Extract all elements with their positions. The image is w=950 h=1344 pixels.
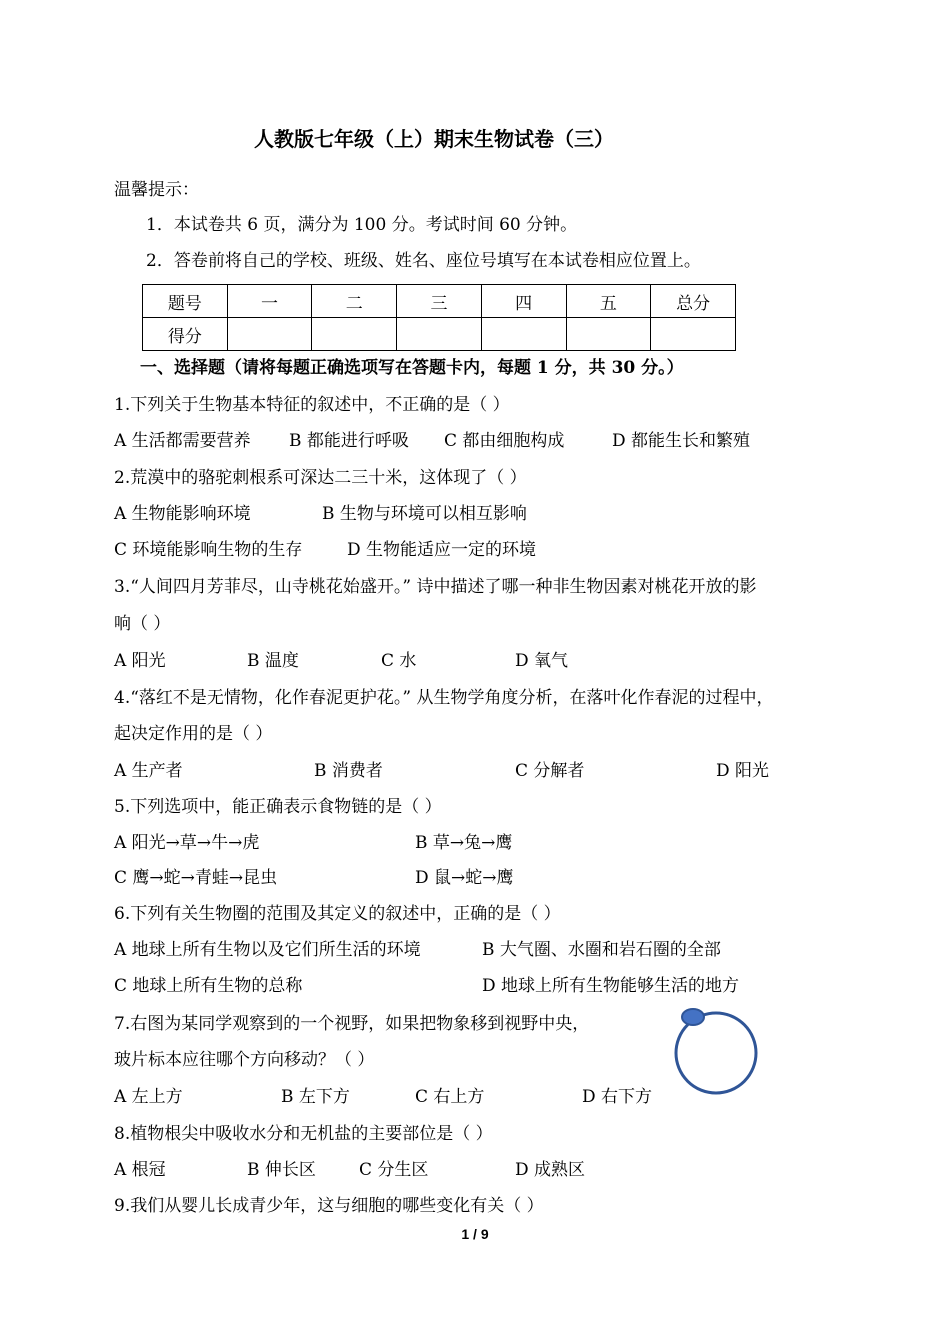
option: C 右上方 bbox=[415, 1087, 485, 1107]
score-table-score-row bbox=[143, 318, 736, 351]
option: C 水 bbox=[381, 651, 417, 671]
question-stem: 9.我们从婴儿长成青少年，这与细胞的哪些变化有关（ ） bbox=[114, 1196, 544, 1216]
option: A 根冠 bbox=[114, 1160, 166, 1180]
score-blank-cell bbox=[227, 318, 312, 351]
option: C 分解者 bbox=[515, 761, 585, 781]
option: A 左上方 bbox=[114, 1087, 183, 1107]
score-header-cell: 二 bbox=[312, 285, 397, 318]
question-stem-cont: 响（ ） bbox=[114, 614, 171, 634]
question-stem: 2.荒漠中的骆驼刺根系可深达二三十米，这体现了（ ） bbox=[114, 468, 527, 488]
option: D 阳光 bbox=[716, 761, 770, 781]
score-table-header-row bbox=[143, 285, 736, 318]
question-stem: 3.“人间四月芳菲尽，山寺桃花始盛开。” 诗中描述了哪一种非生物因素对桃花开放的影 bbox=[114, 577, 757, 597]
option: C 都由细胞构成 bbox=[444, 431, 565, 451]
option: B 大气圈、水圈和岩石圈的全部 bbox=[482, 940, 721, 960]
option: D 都能生长和繁殖 bbox=[612, 431, 751, 451]
score-header-cell: 四 bbox=[481, 285, 566, 318]
page-title: 人教版七年级（上）期末生物试卷（三） bbox=[254, 127, 614, 151]
microscope-field-figure bbox=[670, 1005, 762, 1097]
section-heading: 一、选择题（请将每题正确选项写在答题卡内，每题 1 分，共 30 分。） bbox=[140, 358, 684, 378]
option: A 地球上所有生物以及它们所生活的环境 bbox=[114, 940, 421, 960]
option: B 温度 bbox=[247, 651, 299, 671]
option: D 右下方 bbox=[582, 1087, 653, 1107]
tip-1: 1．本试卷共 6 页，满分为 100 分。考试时间 60 分钟。 bbox=[146, 215, 578, 235]
score-table bbox=[142, 284, 736, 351]
option: D 生物能适应一定的环境 bbox=[347, 540, 537, 560]
score-header-cell: 三 bbox=[397, 285, 482, 318]
score-blank-cell bbox=[397, 318, 482, 351]
option: D 氧气 bbox=[515, 651, 569, 671]
question-stem-cont: 起决定作用的是（ ） bbox=[114, 724, 273, 744]
specimen-object bbox=[682, 1009, 704, 1025]
option: A 阳光→草→牛→虎 bbox=[114, 833, 260, 853]
option: B 伸长区 bbox=[247, 1160, 316, 1180]
option: B 左下方 bbox=[281, 1087, 350, 1107]
question-stem: 7.右图为某同学观察到的一个视野，如果把物象移到视野中央， bbox=[114, 1014, 590, 1034]
question-stem: 5.下列选项中，能正确表示食物链的是（ ） bbox=[114, 797, 442, 817]
option: C 地球上所有生物的总称 bbox=[114, 976, 303, 996]
score-header-cell: 五 bbox=[566, 285, 651, 318]
option: C 分生区 bbox=[359, 1160, 429, 1180]
option: B 都能进行呼吸 bbox=[289, 431, 409, 451]
question-stem: 6.下列有关生物圈的范围及其定义的叙述中，正确的是（ ） bbox=[114, 904, 561, 924]
option: B 生物与环境可以相互影响 bbox=[322, 504, 527, 524]
tip-2: 2．答卷前将自己的学校、班级、姓名、座位号填写在本试卷相应位置上。 bbox=[146, 251, 701, 271]
option: B 消费者 bbox=[314, 761, 383, 781]
option: C 鹰→蛇→青蛙→昆虫 bbox=[114, 868, 278, 888]
question-stem: 1.下列关于生物基本特征的叙述中，不正确的是（ ） bbox=[114, 395, 510, 415]
score-blank-cell bbox=[566, 318, 651, 351]
score-row-label: 得分 bbox=[143, 318, 228, 351]
option: A 阳光 bbox=[114, 651, 166, 671]
option: B 草→兔→鹰 bbox=[415, 833, 513, 853]
option: D 地球上所有生物能够生活的地方 bbox=[482, 976, 740, 996]
option: C 环境能影响生物的生存 bbox=[114, 540, 303, 560]
score-header-cell: 总分 bbox=[651, 285, 736, 318]
score-header-cell: 题号 bbox=[143, 285, 228, 318]
score-blank-cell bbox=[651, 318, 736, 351]
score-blank-cell bbox=[481, 318, 566, 351]
page-number: 1 / 9 bbox=[461, 1226, 489, 1242]
question-stem: 8.植物根尖中吸收水分和无机盐的主要部位是（ ） bbox=[114, 1124, 493, 1144]
question-stem-cont: 玻片标本应往哪个方向移动？（ ） bbox=[114, 1050, 375, 1070]
question-stem: 4.“落红不是无情物，化作春泥更护花。” 从生物学角度分析，在落叶化作春泥的过程中， bbox=[114, 688, 774, 708]
option: D 鼠→蛇→鹰 bbox=[415, 868, 514, 888]
score-header-cell: 一 bbox=[227, 285, 312, 318]
option: A 生产者 bbox=[114, 761, 183, 781]
score-blank-cell bbox=[312, 318, 397, 351]
option: D 成熟区 bbox=[515, 1160, 586, 1180]
tips-heading: 温馨提示： bbox=[114, 180, 199, 200]
option: A 生活都需要营养 bbox=[114, 431, 251, 451]
option: A 生物能影响环境 bbox=[114, 504, 251, 524]
